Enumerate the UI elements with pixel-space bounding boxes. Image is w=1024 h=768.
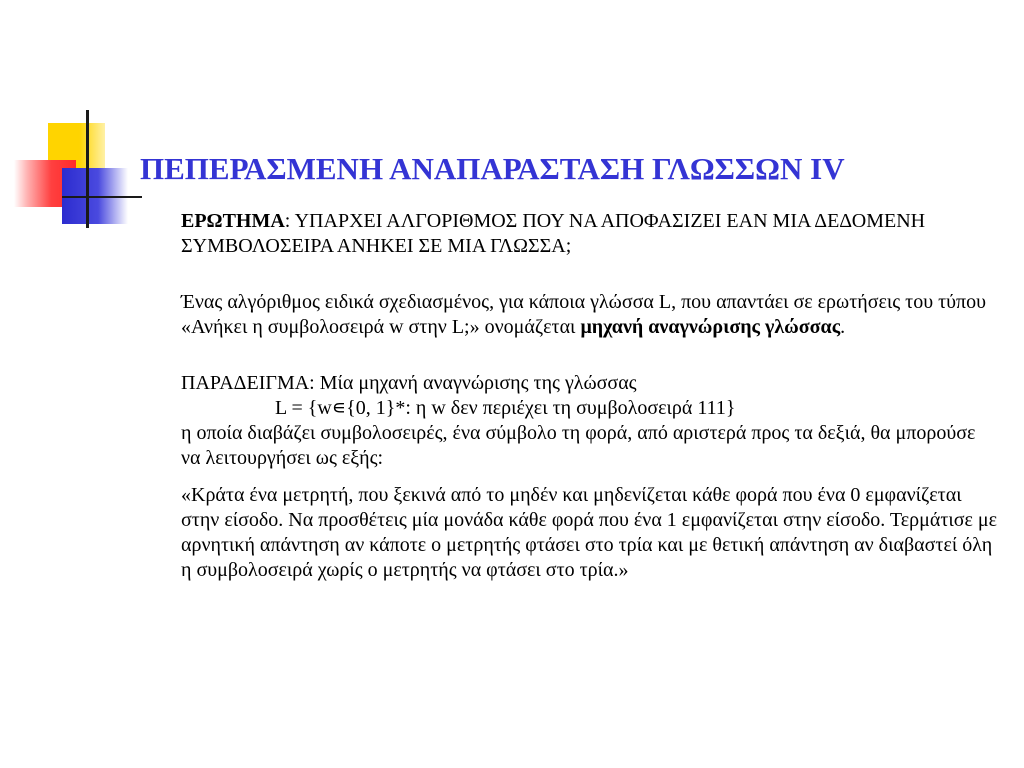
horizontal-line [62,196,142,198]
question-paragraph [181,209,999,259]
example-algorithm: «Κράτα ένα μετρητή, που ξεκινά από το μηδέν και μηδενίζεται κάθε φορά που ένα 0 εμφανίζεται στην είσοδο. Να προσθέτεις μία μονάδα κάθε φορά που ένα 1 εμφανίζεται στην είσοδο. Τερμάτισε με αρνητική απάντηση αν κάποτε ο μετρητής φτάσει στο τρία και με θετική απάντηση αν διαβαστεί όλη η συμβολοσειρά χωρίς ο μετρητής να φτάσει στο τρία.» [181,484,998,581]
definition-end: . [840,316,846,338]
slide-title: ΠΕΠΕΡΑΣΜΕΝΗ ΑΝΑΠΑΡΑΣΤΑΣΗ ΓΛΩΣΣΩΝ IV [140,151,845,186]
definition-text: Ένας αλγόριθμος ειδικά σχεδιασμένος, για κάποια γλώσσα L, που απαντάει σε ερωτήσεις του τύπου «Ανήκει η συμβολοσειρά w στην L;» ονομάζεται [181,291,987,338]
question-text: : ΥΠΑΡΧΕΙ ΑΛΓΟΡΙΘΜΟΣ ΠΟΥ ΝΑ ΑΠΟΦΑΣΙΖΕΙ ΕΑΝ ΜΙΑ ΔΕΔΟΜΕΝΗ ΣΥΜΒΟΛΟΣΕΙΡΑ ΑΝΗΚΕΙ ΣΕ ΜΙΑ ΓΛΩΣΣΑ; [181,210,926,257]
example-intro: ΠΑΡΑΔΕΙΓΜΑ: Μία μηχανή αναγνώρισης της γλώσσας [181,372,637,394]
definition-term: μηχανή αναγνώρισης γλώσσας [580,316,841,338]
example-description: η οποία διαβάζει συμβολοσειρές, ένα σύμβολο τη φορά, από αριστερά προς τα δεξιά, θα μπορούσε να λειτουργήσει ως εξής: [181,422,976,469]
slide-body [181,209,999,583]
question-label: ΕΡΩΤΗΜΑ [181,210,285,232]
vertical-line [86,110,89,228]
decorative-squares [0,0,150,240]
example-language: L = {w∊{0, 1}*: η w δεν περιέχει τη συμβολοσειρά 111} [275,397,736,419]
definition-paragraph [181,290,999,340]
